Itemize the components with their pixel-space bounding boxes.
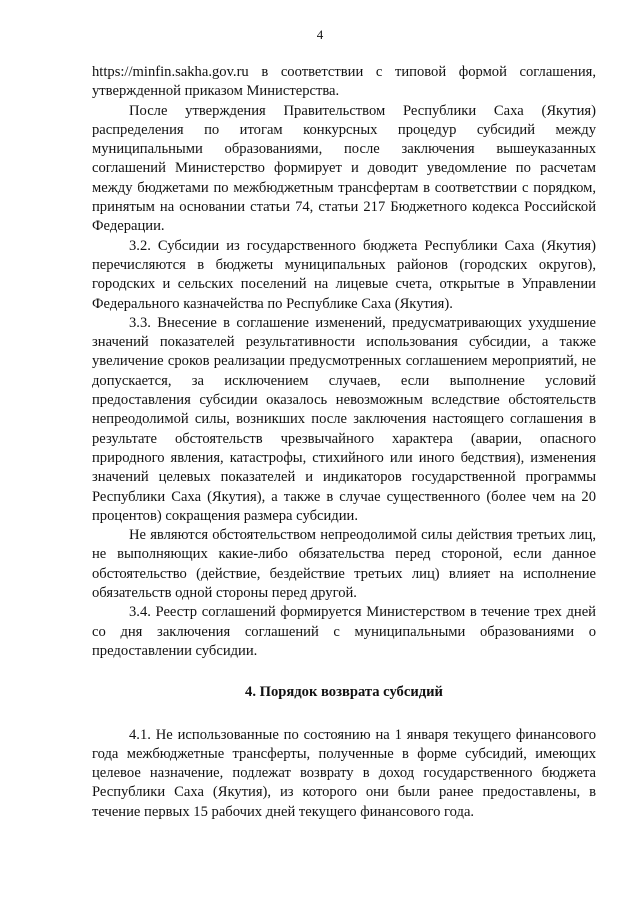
section-heading: 4. Порядок возврата субсидий	[245, 684, 443, 701]
paragraph-approval-notice: После утверждения Правительством Республики Саха (Якутия) распределения по итогам конкурсных процедур субсидий между муниципальными образованиями, после заключения вышеуказанных соглашений Министерство формирует и доводит уведомление по расчетам между бюджетами по межбюджетным трансфертам в соответствии с порядком, принятым на основании статьи 74, статьи 217 Бюджетного кодекса Российской Федерации.	[92, 102, 596, 235]
paragraph-3-2: 3.2. Субсидии из государственного бюджета Республики Саха (Якутия) перечисляются в бюджеты муниципальных районов (городских округов), городских и сельских поселений на лицевые счета, открытые в Управлении Федерального казначейства по Республике Саха (Якутия).	[92, 237, 596, 312]
paragraph-4-1: 4.1. Не использованные по состоянию на 1 января текущего финансового года межбюджетные трансферты, полученные в форме субсидий, имеющих целевое назначение, подлежат возврату в доход государственного бюджета Республики Саха (Якутия), из которого они были ранее предоставлены, в течение первых 15 рабочих дней текущего финансового года.	[92, 726, 596, 820]
page-number: 4	[316, 27, 324, 42]
document-body	[92, 63, 596, 822]
paragraph-force-majeure: Не являются обстоятельством непреодолимой силы действия третьих лиц, не выполняющих какие-либо обязательства перед стороной, если данное обстоятельство (действие, бездействие третьих лиц) влияет на исполнение обязательств одной стороны перед другой.	[92, 527, 596, 602]
paragraph-continuation: https://minfin.sakha.gov.ru в соответствии с типовой формой соглашения, утвержденной приказом Министерства.	[92, 64, 596, 100]
paragraph-3-4: 3.4. Реестр соглашений формируется Министерством в течение трех дней со дня заключения соглашений с муниципальными образованиями о предоставлении субсидии.	[92, 604, 596, 659]
paragraph-3-3: 3.3. Внесение в соглашение изменений, предусматривающих ухудшение значений показателей результативности использования субсидии, а также увеличение сроков реализации предусмотренных соглашением мероприятий, не допускается, за исключением случаев, если выполнение условий предоставления субсидии оказалось невозможным вследствие обстоятельств непреодолимой силы, возникших после заключения настоящего соглашения в результате обстоятельств чрезвычайного характера (аварии, опасного природного явления, катастрофы, стихийного или иного бедствия), изменения значений целевых показателей и индикаторов государственной программы Республики Саха (Якутия), а также в случае существенного (более чем на 20 процентов) сокращения размера субсидии.	[92, 314, 596, 524]
